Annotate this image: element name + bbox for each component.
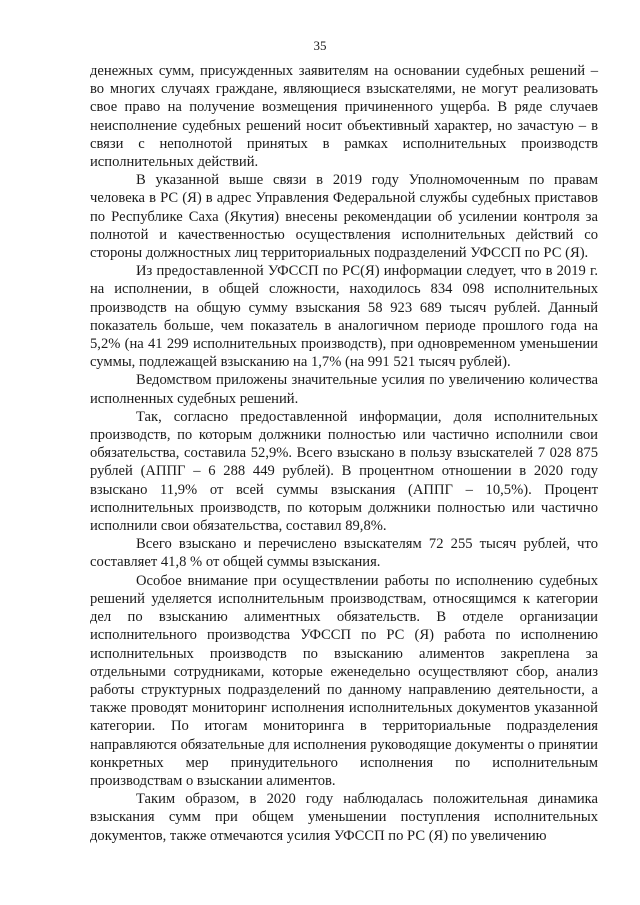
paragraph-continuation: денежных сумм, присужденных заявителям на основании судебных решений – во многих случаях граждане, являющиеся взыскателями, не могут реализовать свое право на получение возмещения причиненного ущерба. В ряде случаев неисполнение судебных решений носит объективный характер, но зачастую – в связи с неполнотой принятых в рамках исполнительных производств исполнительных действий. [90, 63, 598, 171]
document-body [90, 62, 598, 845]
page-number: 35 [313, 38, 327, 53]
paragraph-conclusion: Таким образом, в 2020 году наблюдалась положительная динамика взыскания сумм при общем уменьшении поступления исполнительных документов, также отмечаются усилия УФССП по РС (Я) по увеличению [90, 791, 598, 844]
paragraph-efforts: Ведомством приложены значительные усилия по увеличению количества исполненных судебных решений. [90, 372, 598, 407]
paragraph-alimony: Особое внимание при осуществлении работы по исполнению судебных решений уделяется исполнительным производствам, относящимся к категории дел по взысканию алиментных обязательств. В отделе организации исполнительного производства УФССП по РС (Я) работа по исполнению исполнительных производств по взысканию алиментов закреплена за отдельными сотрудниками, которые еженедельно осуществляют сбор, анализ работы структурных подразделений по данному направлению деятельности, а также проводят мониторинг исполнения исполнительных документов указанной категории. По итогам мониторинга в территориальные подразделения направляются обязательные для исполнения руководящие документы о принятии конкретных мер принудительного исполнения по исполнительным производствам о взыскании алиментов. [90, 572, 598, 789]
paragraph-statistics-2019: Из предоставленной УФССП по РС(Я) информации следует, что в 2019 г. на исполнении, в общей сложности, находилось 834 098 исполнительных производств на общую сумму взыскания 58 923 689 тысяч рублей. Данный показатель больше, чем показатель в аналогичном периоде прошлого года на 5,2% (на 41 299 исполнительных производств), при одновременном уменьшении суммы, подлежащей взысканию на 1,7% (на 991 521 тысяч рублей). [90, 263, 598, 371]
paragraph-execution-share: Так, согласно предоставленной информации, доля исполнительных производств, по которым должники полностью или частично исполнили свои обязательства, составила 52,9%. Всего взыскано в пользу взыскателей 7 028 875 рублей (АППГ – 6 288 449 рублей). В процентном отношении в 2020 году взыскано 11,9% от всей суммы взыскания (АППГ – 10,5%). Процент исполнительных производств, по которым должники полностью или частично исполнили свои обязательства, составил 89,8%. [90, 408, 598, 535]
paragraph-total-collected: Всего взыскано и перечислено взыскателям 72 255 тысяч рублей, что составляет 41,8 % от общей суммы взыскания. [90, 536, 598, 571]
paragraph-recommendations: В указанной выше связи в 2019 году Уполномоченным по правам человека в РС (Я) в адрес Управления Федеральной службы судебных приставов по Республике Саха (Якутия) внесены рекомендации об усилении контроля за полнотой и качественностью осуществления исполнительных действий со стороны должностных лиц территориальных подразделений УФССП по РС (Я). [90, 172, 598, 262]
